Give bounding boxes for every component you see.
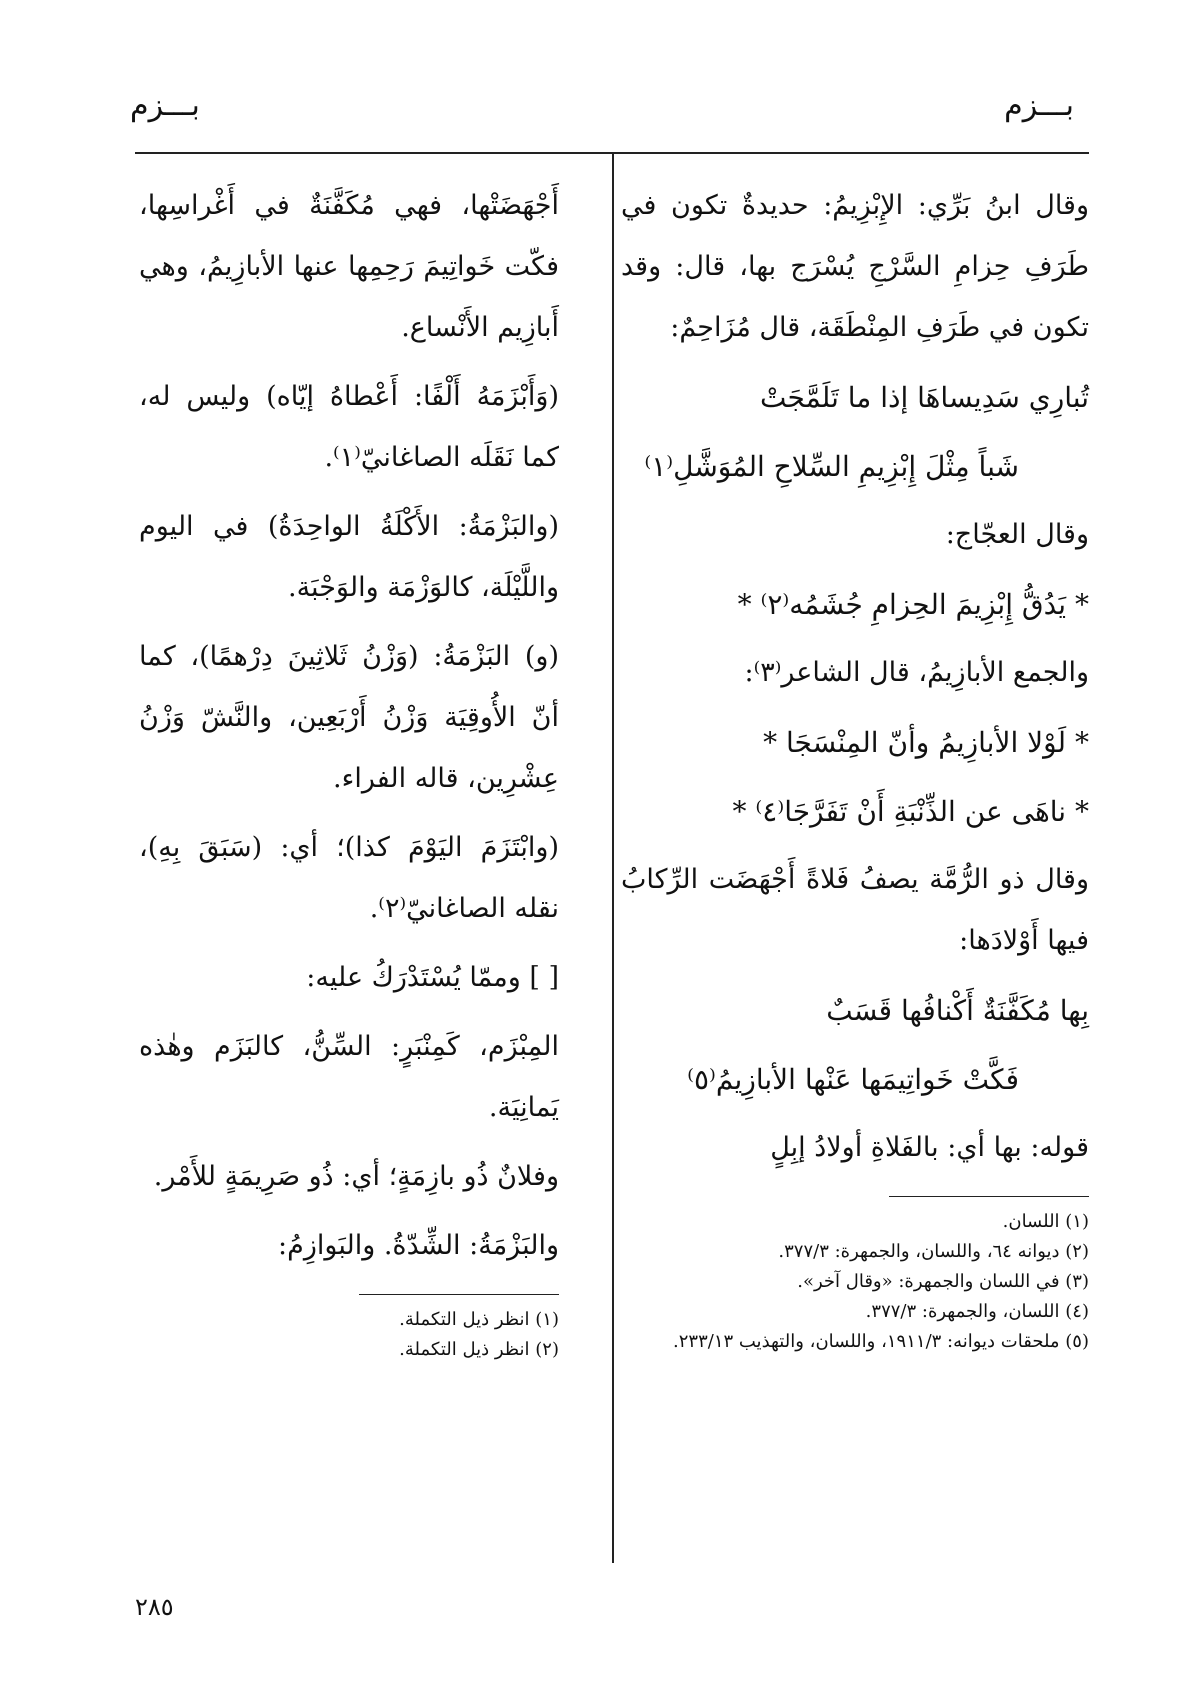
rajaz-line: * يَدُقُّ إِبْزِيمَ الحِزامِ جُشَمُه⁽٢⁾ * xyxy=(737,588,1089,621)
entry-paragraph: قوله: بها أي: بالفَلاةِ أولادُ إبِلٍ xyxy=(770,1132,1089,1163)
rajaz-line: * ناهَى عن الذِّنْبَةِ أَنْ تَفَرَّجَا⁽٤⁾ * xyxy=(732,795,1089,828)
entry-paragraph: (وَأَبْزَمَهُ أَلْفًا: أَعْطاهُ إيّاه) وليس له، كما نَقَلَه الصاغانيّ⁽١⁾. xyxy=(139,381,559,473)
entry-paragraph: (و) البَزْمَةُ: (وَزْنُ ثَلاثِينَ دِرْهمًا)، كما أنّ الأُوقِيَة وَزْنُ أَرْبَعِين، والنَّشّ وَزْنُ عِشْرِين، قاله الفراء. xyxy=(139,641,559,794)
footnote: (٥) ملحقات ديوانه: ١٩١١/٣، واللسان، والتهذيب ٢٣٣/١٣. xyxy=(673,1331,1089,1352)
rajaz-line: * لَوْلا الأبازِيمُ وأنّ المِنْسَجَا * xyxy=(763,726,1089,759)
verse-line: تُبارِي سَدِيساهَا إذا ما تَلَمَّجَتْ xyxy=(760,381,1089,414)
entry-paragraph: وقال العجّاج: xyxy=(945,519,1089,550)
entry-paragraph: وقال ذو الرُّمَّة يصفُ فَلاةً أَجْهَضَت الرِّكابُ فيها أَوْلادَها: xyxy=(621,864,1089,956)
footnote: (١) اللسان. xyxy=(1002,1211,1089,1232)
verse-line: فَكَّتْ خَواتِيمَها عَنْها الأبازِيمُ⁽٥⁾ xyxy=(687,1063,1019,1096)
entry-paragraph: والبَزْمَةُ: الشِّدّةُ. والبَوازِمُ: xyxy=(278,1230,559,1261)
footnote: (٤) اللسان، والجمهرة: ٣٧٧/٣. xyxy=(865,1301,1089,1322)
entry-paragraph: المِبْزَم، كَمِنْبَرٍ: السِّنُّ، كالبَزَم وهٰذه يَمانِيَة. xyxy=(139,1031,559,1123)
footnote: (١) انظر ذيل التكملة. xyxy=(399,1309,559,1330)
entry-paragraph: وفلانٌ ذُو بازِمَةٍ؛ أي: ذُو صَرِيمَةٍ للأَمْر. xyxy=(153,1161,559,1192)
entry-paragraph: وقال ابنُ بَرِّي: الإِبْزِيمُ: حديدةٌ تكون في طَرَفِ حِزامِ السَّرْجِ يُسْرَج بها، قال: وقد تكون في طَرَفِ المِنْطَقَة، قال مُزَاحِمٌ: xyxy=(621,190,1089,343)
page-number: ٢٨٥ xyxy=(135,1593,174,1621)
footnote-rule xyxy=(889,1196,1089,1197)
running-head-left: بـــزم xyxy=(130,88,200,123)
entry-paragraph: والجمع الأبازِيمُ، قال الشاعر⁽٣⁾: xyxy=(744,657,1089,688)
left-column xyxy=(139,175,559,1365)
entry-paragraph: أَجْهَضَتْها، فهي مُكَفَّنَةٌ في أَغْراسِها، فكّت خَواتِيمَ رَحِمِها عنها الأبازِيمُ، وهي أَبازِيم الأَنْساع. xyxy=(139,190,559,343)
running-head-right: بـــزم xyxy=(1004,88,1074,123)
verse-line: بِها مُكَفَّنَةٌ أَكْنافُها قَسَبٌ xyxy=(826,994,1089,1027)
entry-paragraph: (وابْتَزَمَ اليَوْمَ كذا)؛ أي: (سَبَقَ بِهِ)، نقله الصاغانيّ⁽٢⁾. xyxy=(139,832,559,924)
footnote: (٣) في اللسان والجمهرة: «وقال آخر». xyxy=(797,1271,1089,1292)
entry-paragraph: (والبَزْمَةُ: الأَكْلَةُ الواحِدَةُ) في اليوم واللَّيْلَة، كالوَزْمَة والوَجْبَة. xyxy=(139,511,559,603)
verse-line: شَباً مِثْلَ إِبْزِيمِ السِّلاحِ المُوَشَّلِ⁽١⁾ xyxy=(644,450,1019,483)
column-divider xyxy=(612,152,614,1563)
footnote: (٢) ديوانه ٦٤، واللسان، والجمهرة: ٣٧٧/٣. xyxy=(778,1241,1089,1262)
footnote: (٢) انظر ذيل التكملة. xyxy=(399,1339,559,1360)
supplement-heading: [ ] وممّا يُسْتَدْرَكُ عليه: xyxy=(306,962,559,993)
right-column xyxy=(621,175,1089,1357)
footnote-rule xyxy=(359,1294,559,1295)
